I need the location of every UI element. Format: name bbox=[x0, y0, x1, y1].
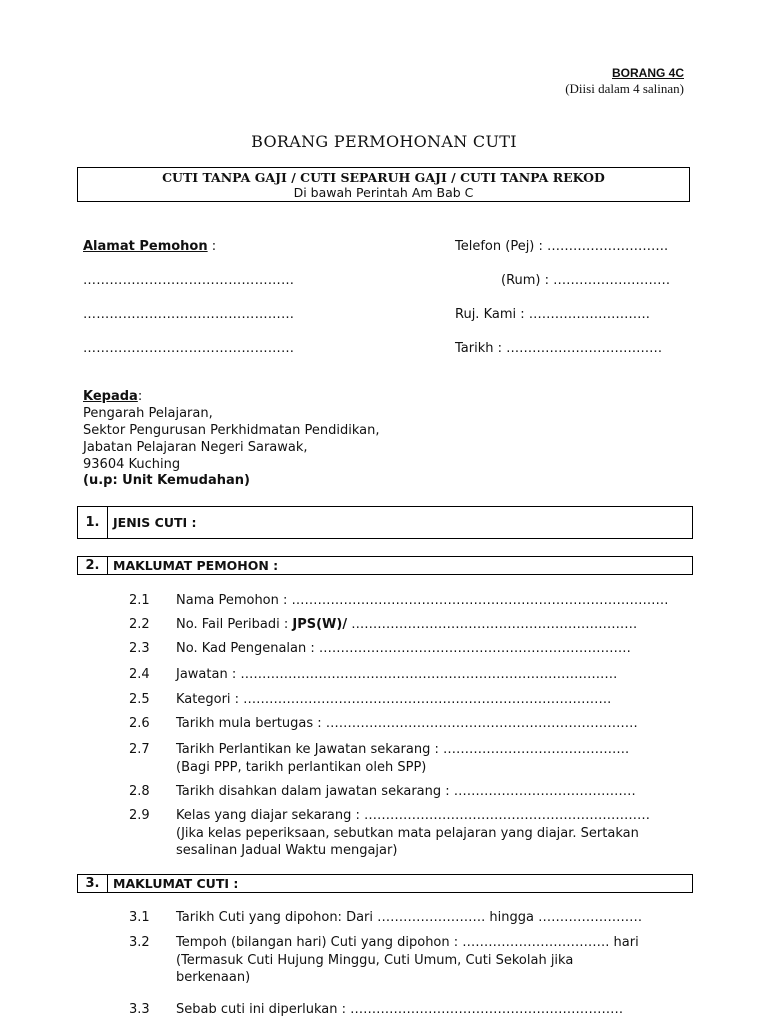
item-number: 2.1 bbox=[129, 593, 150, 608]
section-2-box bbox=[77, 556, 693, 575]
item-number: 2.9 bbox=[129, 808, 150, 823]
classes-taught-field[interactable]: Kelas yang diajar sekarang : ………………………………………………………… bbox=[176, 808, 651, 823]
appointment-note: (Bagi PPP, tarikh perlantikan oleh SPP) bbox=[176, 760, 427, 775]
personal-file-prefix: JPS(W)/ bbox=[292, 617, 348, 632]
section-1-title: JENIS CUTI : bbox=[113, 515, 197, 530]
classes-note-line-2: sesalinan Jadual Waktu mengajar) bbox=[176, 843, 398, 858]
personal-file-label: No. Fail Peribadi : bbox=[176, 617, 293, 632]
recipient-line-3: Jabatan Pelajaran Negeri Sarawak, bbox=[83, 440, 308, 455]
address-line-2[interactable]: ………………………………………… bbox=[83, 307, 295, 322]
appointment-date-field[interactable]: Tarikh Perlantikan ke Jawatan sekarang : ……………………………………. bbox=[176, 742, 630, 757]
leave-reason-field[interactable]: Sebab cuti ini diperlukan : ……………………………………………………… bbox=[176, 1002, 624, 1017]
address-line-3[interactable]: ………………………………………… bbox=[83, 341, 295, 356]
section-3-title: MAKLUMAT CUTI : bbox=[113, 876, 239, 891]
address-line-1[interactable]: ………………………………………… bbox=[83, 273, 295, 288]
item-number: 3.2 bbox=[129, 935, 150, 950]
leave-type-line: CUTI TANPA GAJI / CUTI SEPARUH GAJI / CUTI TANPA REKOD bbox=[162, 170, 605, 185]
item-number: 2.4 bbox=[129, 667, 150, 682]
personal-file-dots: ………………………………………………………… bbox=[347, 617, 638, 632]
recipient-label: Kepada bbox=[83, 389, 138, 404]
classes-note-line-1: (Jika kelas peperiksaan, sebutkan mata pelajaran yang diajar. Sertakan bbox=[176, 826, 639, 841]
ic-number-field[interactable]: No. Kad Pengenalan : ……………………………………………………………… bbox=[176, 641, 631, 656]
item-number: 3.3 bbox=[129, 1002, 150, 1017]
address-label-row bbox=[83, 239, 216, 254]
section-3-number: 3. bbox=[78, 875, 108, 892]
start-duty-date-field[interactable]: Tarikh mula bertugas : ……………………………………………………………… bbox=[176, 716, 638, 731]
leave-type-box bbox=[77, 167, 690, 202]
item-number: 3.1 bbox=[129, 910, 150, 925]
duration-note-line-2: berkenaan) bbox=[176, 970, 251, 985]
section-1-box bbox=[77, 506, 693, 539]
recipient-line-2: Sektor Pengurusan Perkhidmatan Pendidikan, bbox=[83, 423, 380, 438]
recipient-line-4: 93604 Kuching bbox=[83, 457, 181, 472]
item-number: 2.5 bbox=[129, 692, 150, 707]
category-field[interactable]: Kategori : …………………………………………………………………………. bbox=[176, 692, 612, 707]
regulation-line: Di bawah Perintah Am Bab C bbox=[293, 185, 474, 200]
section-1-number: 1. bbox=[78, 507, 108, 538]
personal-file-field[interactable] bbox=[176, 617, 637, 632]
section-2-number: 2. bbox=[78, 557, 108, 574]
position-field[interactable]: Jawatan : …………………………………………………………………………… bbox=[176, 667, 618, 682]
leave-duration-field[interactable]: Tempoh (bilangan hari) Cuti yang dipohon : ……………………………. hari bbox=[176, 935, 639, 950]
phone-home-field[interactable]: (Rum) : ……………………… bbox=[501, 273, 671, 288]
item-number: 2.8 bbox=[129, 784, 150, 799]
applicant-name-field[interactable]: Nama Pemohon : …………………………………………………………………………… bbox=[176, 593, 669, 608]
confirmation-date-field[interactable]: Tarikh disahkan dalam jawatan sekarang : …………………………………… bbox=[176, 784, 636, 799]
our-ref-field[interactable]: Ruj. Kami : ………………………. bbox=[455, 307, 650, 322]
item-number: 2.7 bbox=[129, 742, 150, 757]
item-number: 2.3 bbox=[129, 641, 150, 656]
item-number: 2.2 bbox=[129, 617, 150, 632]
leave-dates-field[interactable]: Tarikh Cuti yang dipohon: Dari ……………………. hingga …………………… bbox=[176, 910, 643, 925]
copies-note: (Diisi dalam 4 salinan) bbox=[565, 81, 684, 96]
page-title: BORANG PERMOHONAN CUTI bbox=[251, 132, 517, 151]
recipient-attention: (u.p: Unit Kemudahan) bbox=[83, 473, 250, 488]
form-code: BORANG 4C bbox=[611, 66, 684, 80]
address-label: Alamat Pemohon bbox=[83, 239, 208, 254]
section-2-title: MAKLUMAT PEMOHON : bbox=[113, 558, 279, 573]
recipient-label-row bbox=[83, 389, 142, 404]
recipient-line-1: Pengarah Pelajaran, bbox=[83, 406, 213, 421]
section-3-box bbox=[77, 874, 693, 893]
duration-note-line-1: (Termasuk Cuti Hujung Minggu, Cuti Umum, Cuti Sekolah jika bbox=[176, 953, 574, 968]
item-number: 2.6 bbox=[129, 716, 150, 731]
phone-office-field[interactable]: Telefon (Pej) : ………………………. bbox=[455, 239, 669, 254]
address-colon: : bbox=[207, 239, 217, 254]
recipient-colon: : bbox=[137, 389, 143, 404]
date-field[interactable]: Tarikh : ……………………………… bbox=[455, 341, 663, 356]
